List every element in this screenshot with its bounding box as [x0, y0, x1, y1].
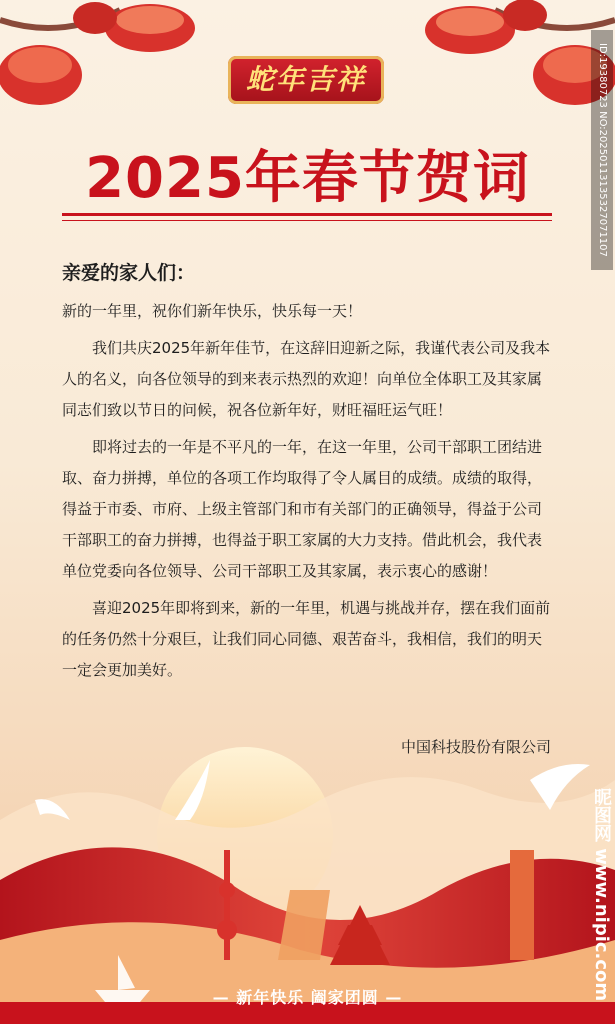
greeting: 亲爱的家人们： — [62, 262, 196, 284]
watermark-id: ID:19380723 NO:20250113135327071107 — [591, 30, 613, 270]
flower-decoration-left — [0, 0, 200, 130]
paragraph: 喜迎2025年即将到来，新的一年里，机遇与挑战并存，摆在我们面前的任务仍然十分艰巨，让我们同心同德、艰苦奋斗，我相信，我们的明天一定会更加美好。 — [62, 599, 551, 679]
paragraph: 即将过去的一年是不平凡的一年，在这一年里，公司干部职工团结进取、奋力拼搏，单位的各项工作均取得了令人属目的成绩。成绩的取得，得益于市委、市府、上级主管部门和市有关部门的正确领导，得益于公司干部职工的奋力拼搏，也得益于职工家属的大力支持。借此机会，我代表单位党委向各位领导、公司干部职工及其家属，表示衷心的感谢！ — [62, 438, 543, 580]
title-divider — [62, 213, 552, 216]
flower-decoration-right — [415, 0, 615, 130]
city-skyline-scene — [0, 740, 615, 1024]
badge-text: 蛇年吉祥 — [245, 63, 366, 96]
paragraph: 新的一年里，祝你们新年快乐，快乐每一天！ — [62, 302, 363, 320]
letter-body — [62, 296, 552, 692]
snake-year-badge — [228, 56, 384, 104]
building-icon — [510, 850, 534, 960]
title-divider-thin — [62, 220, 552, 221]
signature: 中国科技股份有限公司 — [400, 738, 551, 756]
footer-slogan: — 新年快乐 阖家团圆 — — [212, 988, 403, 1007]
tower-icon — [224, 850, 230, 960]
watermark-site: 昵图网 www.nipic.com — [591, 788, 612, 1002]
page-title: 2025年春节贺词 — [85, 146, 530, 211]
paragraph: 我们共庆2025年新年佳节，在这辞旧迎新之际，我谨代表公司及我本人的名义，向各位领导的到来表示热烈的欢迎！向单位全体职工及其家属同志们致以节日的问候，祝各位新年好，财旺福旺运气旺！ — [62, 339, 551, 419]
